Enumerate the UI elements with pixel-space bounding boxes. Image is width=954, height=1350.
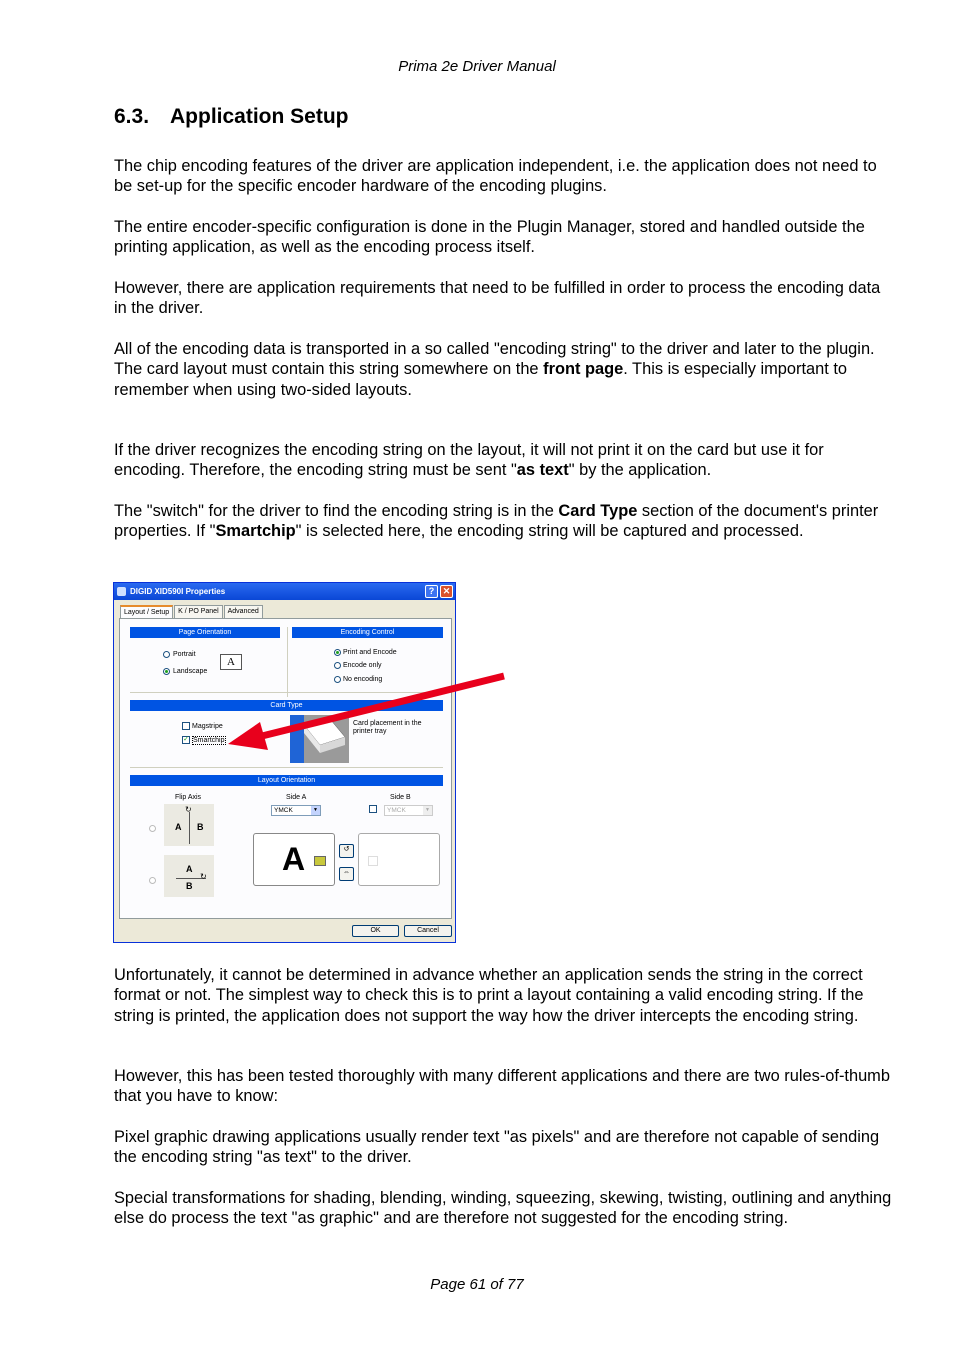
side-a-value: YMCK — [274, 807, 293, 814]
paragraph-5 — [114, 440, 894, 481]
side-b-value: YMCK — [387, 807, 406, 814]
paragraph-1: The chip encoding features of the driver are application independent, i.e. the application does not need to be set-up for the specific encoder hardware of the encoding plugins. — [114, 157, 877, 196]
print-and-encode-label: Print and Encode — [343, 649, 397, 656]
flip-vertical-radio[interactable] — [149, 825, 156, 832]
side-a-label: Side A — [286, 794, 307, 801]
ok-button[interactable]: OK — [352, 925, 399, 937]
paragraph-6 — [114, 501, 894, 542]
rotate-icon: ↻ — [185, 805, 192, 814]
emphasis-smartchip: Smartchip — [215, 522, 296, 541]
portrait-label: Portrait — [173, 651, 196, 658]
emphasis-as-text: as text — [516, 461, 569, 480]
section-number: 6.3. — [114, 105, 150, 128]
flip-a-letter: A — [175, 822, 182, 832]
flip-b-letter: B — [197, 822, 204, 832]
properties-dialog — [113, 582, 456, 943]
text: " is selected here, the encoding string will be captured and processed. — [295, 522, 804, 541]
annotation-arrow-icon — [220, 670, 510, 752]
page-number: Page 61 of 77 — [430, 1276, 524, 1293]
section-heading — [114, 105, 349, 129]
chevron-down-icon: ▼ — [311, 806, 320, 815]
no-encoding-label: No encoding — [343, 676, 383, 683]
swap-sides-button[interactable]: ⇔ — [339, 867, 354, 881]
text: section of the document's printer properties. If " — [114, 502, 879, 541]
smartchip-checkbox[interactable]: ✓ — [183, 736, 189, 743]
encoding-control-header: Encoding Control — [292, 627, 443, 638]
card-type-header: Card Type — [130, 700, 443, 711]
landscape-radio[interactable] — [163, 668, 170, 675]
card-placement-text: Card placement in the printer tray — [353, 720, 422, 735]
encode-only-label: Encode only — [343, 662, 382, 669]
paragraph-10: Special transformations for shading, blending, winding, squeezing, skewing, twisting, outlining and anything else do process the text "as graphic" and are therefore not suggested for the encoding string. — [114, 1189, 892, 1228]
rotate-icon: ↻ — [200, 872, 207, 881]
dialog-title: DIGID XID590I Properties — [130, 587, 226, 596]
chevron-down-icon: ▼ — [423, 806, 432, 815]
magstripe-checkbox[interactable] — [182, 722, 190, 730]
print-and-encode-radio[interactable] — [334, 649, 341, 656]
emphasis-card-type: Card Type — [558, 502, 638, 520]
divider — [130, 767, 443, 768]
flip-a-letter: A — [186, 864, 193, 874]
side-a-preview — [253, 833, 335, 886]
orientation-preview: A — [220, 654, 242, 670]
chip-placeholder-icon — [368, 856, 378, 866]
tab-strip — [120, 605, 264, 618]
section-title: Application Setup — [170, 105, 349, 128]
emphasis-front-page: front page — [543, 360, 624, 379]
text: All of the encoding data is transported in a so called "encoding string" to the driver and later to the plugin. The card layout must contain this string somewhere on the — [114, 340, 875, 379]
tab-advanced[interactable]: Advanced — [224, 605, 263, 618]
encode-only-radio[interactable] — [334, 662, 341, 669]
flip-horizontal-radio[interactable] — [149, 877, 156, 884]
tab-layout-setup[interactable]: Layout / Setup — [120, 605, 173, 620]
flip-horizontal-option[interactable] — [164, 855, 214, 897]
paragraph-2: The entire encoder-specific configuration is done in the Plugin Manager, stored and handled outside the printing application, as well as the encoding process itself. — [114, 218, 865, 257]
running-header: Prima 2e Driver Manual — [398, 58, 556, 75]
close-button[interactable]: ✕ — [440, 585, 453, 598]
side-b-label: Side B — [390, 794, 411, 801]
flip-axis-label: Flip Axis — [175, 794, 202, 801]
help-button[interactable]: ? — [425, 585, 438, 598]
text: The "switch" for the driver to find the encoding string is in the — [114, 502, 559, 520]
chip-icon — [314, 856, 326, 866]
flip-vertical-option[interactable] — [164, 804, 214, 846]
magstripe-label: Magstripe — [192, 723, 223, 730]
side-a-select[interactable] — [271, 805, 321, 816]
cancel-button[interactable]: Cancel — [404, 925, 452, 937]
paragraph-8: However, this has been tested thoroughly with many different applications and there are two rules-of-thumb that you have to know: — [114, 1067, 890, 1106]
flip-axis-line — [189, 812, 190, 844]
text: . This is especially important to remember when using two-sided layouts. — [114, 360, 848, 399]
smartchip-label: Smartchip — [193, 737, 225, 744]
text: " by the application. — [568, 461, 712, 480]
paragraph-7: Unfortunately, it cannot be determined in advance whether an application sends the string in the correct format or not. The simplest way to check this is to print a layout containing a valid encoding string. If the string is printed, the application does not support the way how the driver intercepts the encoding string. — [114, 966, 864, 1025]
side-b-preview — [358, 833, 440, 886]
landscape-label: Landscape — [173, 668, 208, 675]
paragraph-3: However, there are application requirements that need to be fulfilled in order to process the encoding data in the driver. — [114, 279, 881, 318]
tab-k-po-panel[interactable]: K / PO Panel — [174, 605, 222, 618]
paragraph-4 — [114, 339, 894, 400]
page-orientation-header: Page Orientation — [130, 627, 280, 638]
side-a-preview-glyph: A — [282, 841, 306, 877]
rotate-side-button[interactable]: ↺ — [339, 844, 354, 858]
flip-b-letter: B — [186, 881, 193, 891]
dialog-titlebar — [114, 583, 455, 600]
side-b-checkbox[interactable] — [369, 805, 377, 813]
paragraph-9: Pixel graphic drawing applications usually render text "as pixels" and are therefore not capable of sending the encoding string "as text" to the driver. — [114, 1128, 880, 1167]
printer-icon — [117, 587, 126, 596]
text: If the driver recognizes the encoding string on the layout, it will not print it on the card but use it for encoding. Therefore, the encoding string must be sent " — [114, 441, 824, 480]
portrait-radio[interactable] — [163, 651, 170, 658]
tab-panel — [119, 618, 452, 919]
side-b-select[interactable] — [384, 805, 433, 816]
layout-orientation-header: Layout Orientation — [130, 775, 443, 786]
